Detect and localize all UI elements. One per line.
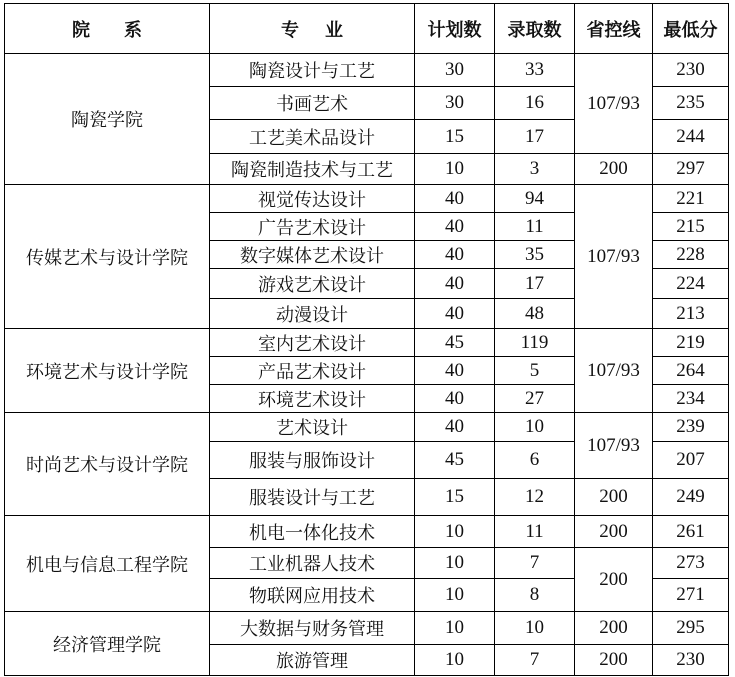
header-major: 专 业 (210, 4, 415, 54)
plan-cell: 45 (415, 442, 495, 479)
table-row (5, 185, 729, 213)
college-cell: 机电与信息工程学院 (5, 516, 210, 612)
min-score-cell: 239 (653, 413, 729, 442)
admitted-cell: 12 (495, 479, 575, 516)
plan-cell: 40 (415, 385, 495, 413)
admitted-cell: 94 (495, 185, 575, 213)
min-score-cell: 264 (653, 357, 729, 385)
plan-cell: 40 (415, 413, 495, 442)
plan-cell: 10 (415, 579, 495, 612)
college-cell: 环境艺术与设计学院 (5, 329, 210, 413)
control-line-cell: 200 (575, 612, 653, 645)
header-min-score: 最低分 (653, 4, 729, 54)
plan-cell: 45 (415, 329, 495, 357)
plan-cell: 30 (415, 87, 495, 120)
control-line-cell: 200 (575, 516, 653, 548)
plan-cell: 15 (415, 120, 495, 154)
min-score-cell: 261 (653, 516, 729, 548)
plan-cell: 40 (415, 185, 495, 213)
plan-cell: 40 (415, 269, 495, 299)
major-cell: 室内艺术设计 (210, 329, 415, 357)
admitted-cell: 7 (495, 548, 575, 579)
table-header-row (5, 4, 729, 54)
control-line-cell: 107/93 (575, 185, 653, 329)
min-score-cell: 213 (653, 299, 729, 329)
major-cell: 数字媒体艺术设计 (210, 241, 415, 269)
min-score-cell: 235 (653, 87, 729, 120)
admitted-cell: 33 (495, 54, 575, 87)
plan-cell: 10 (415, 645, 495, 676)
major-cell: 工艺美术品设计 (210, 120, 415, 154)
min-score-cell: 221 (653, 185, 729, 213)
college-cell: 经济管理学院 (5, 612, 210, 676)
control-line-cell: 107/93 (575, 329, 653, 413)
min-score-cell: 273 (653, 548, 729, 579)
control-line-cell: 107/93 (575, 54, 653, 154)
admitted-cell: 8 (495, 579, 575, 612)
min-score-cell: 244 (653, 120, 729, 154)
min-score-cell: 249 (653, 479, 729, 516)
major-cell: 旅游管理 (210, 645, 415, 676)
major-cell: 视觉传达设计 (210, 185, 415, 213)
control-line-cell: 200 (575, 154, 653, 185)
table-row (5, 612, 729, 645)
min-score-cell: 215 (653, 213, 729, 241)
admitted-cell: 48 (495, 299, 575, 329)
table-row (5, 413, 729, 442)
min-score-cell: 219 (653, 329, 729, 357)
major-cell: 物联网应用技术 (210, 579, 415, 612)
plan-cell: 10 (415, 154, 495, 185)
plan-cell: 10 (415, 516, 495, 548)
min-score-cell: 230 (653, 54, 729, 87)
major-cell: 陶瓷制造技术与工艺 (210, 154, 415, 185)
major-cell: 机电一体化技术 (210, 516, 415, 548)
major-cell: 产品艺术设计 (210, 357, 415, 385)
major-cell: 广告艺术设计 (210, 213, 415, 241)
plan-cell: 40 (415, 299, 495, 329)
major-cell: 服装与服饰设计 (210, 442, 415, 479)
college-cell: 传媒艺术与设计学院 (5, 185, 210, 329)
admitted-cell: 5 (495, 357, 575, 385)
plan-cell: 10 (415, 612, 495, 645)
min-score-cell: 224 (653, 269, 729, 299)
plan-cell: 40 (415, 213, 495, 241)
major-cell: 大数据与财务管理 (210, 612, 415, 645)
admitted-cell: 11 (495, 516, 575, 548)
min-score-cell: 295 (653, 612, 729, 645)
admitted-cell: 6 (495, 442, 575, 479)
control-line-cell: 200 (575, 645, 653, 676)
table-row (5, 54, 729, 87)
major-cell: 游戏艺术设计 (210, 269, 415, 299)
min-score-cell: 271 (653, 579, 729, 612)
header-plan: 计划数 (415, 4, 495, 54)
admitted-cell: 10 (495, 612, 575, 645)
major-cell: 服装设计与工艺 (210, 479, 415, 516)
admitted-cell: 17 (495, 120, 575, 154)
major-cell: 动漫设计 (210, 299, 415, 329)
admitted-cell: 17 (495, 269, 575, 299)
plan-cell: 40 (415, 241, 495, 269)
admitted-cell: 27 (495, 385, 575, 413)
college-cell: 陶瓷学院 (5, 54, 210, 185)
major-cell: 环境艺术设计 (210, 385, 415, 413)
major-cell: 陶瓷设计与工艺 (210, 54, 415, 87)
admitted-cell: 11 (495, 213, 575, 241)
admitted-cell: 119 (495, 329, 575, 357)
min-score-cell: 234 (653, 385, 729, 413)
major-cell: 书画艺术 (210, 87, 415, 120)
college-cell: 时尚艺术与设计学院 (5, 413, 210, 516)
major-cell: 工业机器人技术 (210, 548, 415, 579)
plan-cell: 40 (415, 357, 495, 385)
admitted-cell: 7 (495, 645, 575, 676)
admitted-cell: 3 (495, 154, 575, 185)
admitted-cell: 10 (495, 413, 575, 442)
min-score-cell: 228 (653, 241, 729, 269)
admission-table (4, 3, 729, 676)
admitted-cell: 35 (495, 241, 575, 269)
min-score-cell: 207 (653, 442, 729, 479)
header-admitted: 录取数 (495, 4, 575, 54)
plan-cell: 10 (415, 548, 495, 579)
major-cell: 艺术设计 (210, 413, 415, 442)
header-control-line: 省控线 (575, 4, 653, 54)
admitted-cell: 16 (495, 87, 575, 120)
min-score-cell: 297 (653, 154, 729, 185)
table-row (5, 516, 729, 548)
plan-cell: 15 (415, 479, 495, 516)
plan-cell: 30 (415, 54, 495, 87)
control-line-cell: 200 (575, 548, 653, 612)
table-row (5, 329, 729, 357)
control-line-cell: 107/93 (575, 413, 653, 479)
min-score-cell: 230 (653, 645, 729, 676)
control-line-cell: 200 (575, 479, 653, 516)
header-college: 院 系 (5, 4, 210, 54)
